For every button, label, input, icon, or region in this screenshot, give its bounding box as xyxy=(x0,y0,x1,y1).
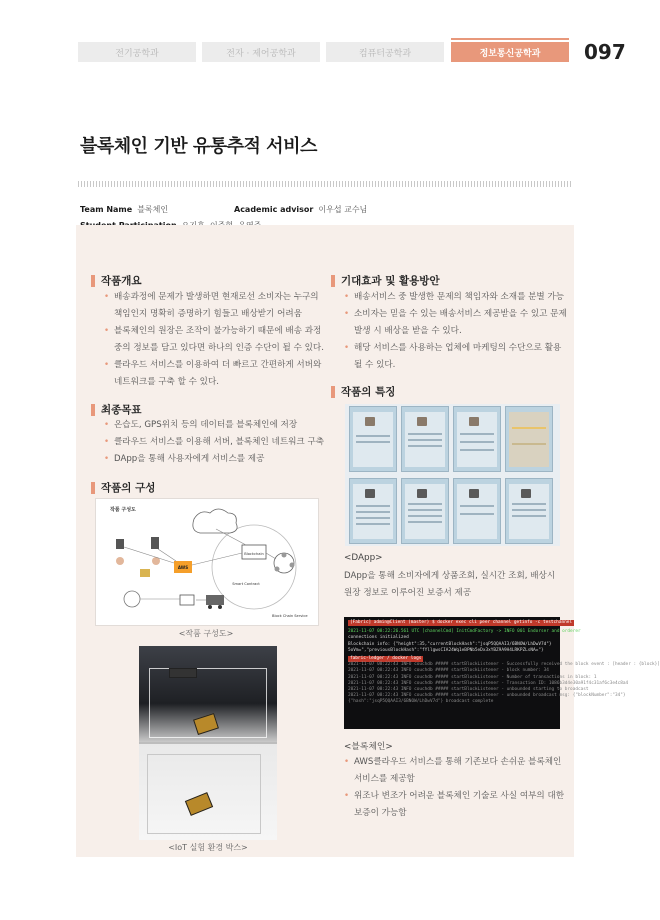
dapp-screen xyxy=(401,406,449,472)
list-item-continuation: 책임인지 명확히 증명하기 힘들고 배상받기 어려움 xyxy=(114,309,302,319)
advisor-label: Academic advisor xyxy=(234,205,314,214)
terminal-line: 2021-11-07 08:22:43 INFO couchdb ##### startBlockListener - Transaction ID: 1086b3d4e30a91f4c31af6c3e4c8a4 xyxy=(348,680,629,686)
list-item: • DApp을 통해 사용자에게 서비스를 제공 xyxy=(104,451,334,468)
tab-information-communication-eng[interactable]: 정보통신공학과 xyxy=(451,42,569,62)
architecture-diagram xyxy=(95,498,319,626)
heading-bar xyxy=(91,482,95,494)
diagram-label-aws: AWS xyxy=(177,565,189,570)
terminal-line: 2021-11-07 08:22:43 INFO couchdb ##### startBlockListener - unbounded starting to broadcast xyxy=(348,687,589,693)
terminal-line: {"hash":"jsqP5QQAAI3/6BNOW/LhDwV7d"} broadcast complete xyxy=(348,699,494,705)
list-item: • 온습도, GPS위치 등의 데이터를 블록체인에 저장 xyxy=(104,417,334,434)
section-heading-structure xyxy=(91,480,155,495)
list-item: • 클라우드 서비스를 이용하여 더 빠르고 간편하게 서버와 xyxy=(104,357,334,374)
team-name-value: 블록체인 xyxy=(137,205,169,214)
dapp-screen xyxy=(453,406,501,472)
list-item-continuation: 중의 정보를 담고 있다면 하나의 인증 수단이 될 수 있다. xyxy=(114,343,324,353)
terminal-command: [Fabric] admin@Client (master) $ docker exec cli peer channel getinfo -c testchannel xyxy=(350,620,573,625)
dapp-screen xyxy=(349,406,397,472)
dapp-map-screen xyxy=(505,406,553,472)
list-item: • 위조나 변조가 어려운 블록체인 기술로 사실 여부의 대한 xyxy=(344,788,569,805)
heading-text: 기대효과 및 활용방안 xyxy=(341,275,440,287)
list-item: • 클라우드 서비스를 이용해 서버, 블록체인 네트워크 구축 xyxy=(104,434,334,451)
diagram-label-service: Block Chain Service xyxy=(272,614,308,618)
list-item: • 배송과정에 문제가 발생하면 현재로선 소비자는 누구의 xyxy=(104,289,334,306)
architecture-diagram-svg xyxy=(96,499,318,625)
terminal-line xyxy=(344,620,573,626)
blockchain-list xyxy=(344,754,569,822)
diagram-label-smart-contract: Smart Contract xyxy=(232,582,260,586)
terminal-line: 2021-11-07 08:22:43 INFO couchdb ##### startBlockListener - unbounded broadcast msg: {"blockNumber":"34"} xyxy=(348,693,626,699)
cloud-icon xyxy=(193,509,237,533)
heading-text: 작품의 구성 xyxy=(101,482,156,494)
overview-list xyxy=(104,289,334,391)
terminal-line: 2021-11-07 08:22:26.561 UTC [channelCmd] InitCmdFactory -> INFO 001 Endorser and orderer xyxy=(348,629,581,635)
heading-text: 작품의 특징 xyxy=(341,386,396,398)
heading-bar xyxy=(91,404,95,416)
heading-bar xyxy=(331,386,335,398)
list-item: • 블록체인의 원장은 조작이 불가능하기 때문에 배송 과정 xyxy=(104,323,334,340)
dapp-title: <DApp> xyxy=(344,553,383,563)
tab-electronic-control-eng[interactable]: 전자 · 제어공학과 xyxy=(202,42,320,62)
list-item-continuation: 서비스를 제공함 xyxy=(354,774,415,784)
list-item-continuation: 발생 시 배상을 받을 수 있다. xyxy=(354,326,462,336)
terminal-line: 2021-11-07 08:22:43 INFO couchdb ##### startBlockListener - block number: 34 xyxy=(348,668,549,674)
list-item: • 소비자는 믿을 수 있는 배송서비스 제공받을 수 있고 문제 xyxy=(344,306,569,323)
team-name-label: Team Name xyxy=(80,205,133,214)
dapp-text-line: DApp을 통해 소비자에게 상품조회, 실시간 조회, 배상시 xyxy=(344,571,556,581)
section-heading-effects xyxy=(331,273,440,288)
terminal-screenshot xyxy=(344,617,660,729)
heading-text: 작품개요 xyxy=(101,275,142,287)
dapp-screenshots xyxy=(345,404,560,546)
section-heading-goal xyxy=(91,402,142,417)
list-item: • 배송서비스 중 발생한 문제의 책임자와 소재를 분별 가능 xyxy=(344,289,569,306)
section-heading-features xyxy=(331,384,395,399)
blockchain-title: <블록체인> xyxy=(344,742,393,752)
list-item-continuation: 보증이 가능함 xyxy=(354,808,407,818)
terminal-log-tag: fabric-ledger / docker logs xyxy=(350,656,422,662)
dapp-description xyxy=(344,568,569,602)
list-item-continuation: 될 수 있다. xyxy=(354,360,396,370)
list-item: • AWS클라우드 서비스를 통해 기존보다 손쉬운 블록체인 xyxy=(344,754,569,771)
iot-test-box-photo xyxy=(139,646,277,838)
list-item: • 해당 서비스를 사용하는 업체에 마케팅의 수단으로 활용 xyxy=(344,340,569,357)
effects-list xyxy=(344,289,569,374)
diagram-title: 작품 구성도 xyxy=(110,507,136,513)
diagram-caption: <작품 구성도> xyxy=(178,629,234,638)
heading-bar xyxy=(331,275,335,287)
terminal-line: 2021-11-07 08:22:43 INFO couchdb ##### startBlockListener - Successfully received the block event : [header : {block}] xyxy=(348,662,660,668)
academic-advisor xyxy=(234,204,367,215)
terminal-line: connections initialized xyxy=(348,635,409,641)
dapp-screen xyxy=(505,478,553,544)
terminal-line: Blockchain info: {"height":35,"currentBlockHash":"jsqP5QQAAI3/6BNOW/LhDwV7d"} xyxy=(348,641,552,647)
dapp-screen xyxy=(401,478,449,544)
goal-list xyxy=(104,417,334,468)
dapp-screen xyxy=(453,478,501,544)
team-name xyxy=(80,204,168,215)
section-heading-overview xyxy=(91,273,142,288)
photo-caption: <IoT 실험 환경 박스> xyxy=(168,843,248,852)
tab-computer-eng[interactable]: 컴퓨터공학과 xyxy=(326,42,444,62)
tab-electrical-eng[interactable]: 전기공학과 xyxy=(78,42,196,62)
divider xyxy=(78,181,572,187)
page-title: 블록체인 기반 유통추적 서비스 xyxy=(80,136,317,157)
heading-bar xyxy=(91,275,95,287)
terminal-line: 5oVm=","previousBlockHash":"fYllgwsCIA24Wq1eBPNb5eDx3xYBZ9A9H4LRKPZLsNA="} xyxy=(348,647,544,653)
dapp-text-line: 원장 정보로 이루어진 보증서 제공 xyxy=(344,588,472,598)
page-number: 097 xyxy=(584,40,626,64)
list-item-continuation: 네트워크를 구축 할 수 있다. xyxy=(114,377,219,387)
terminal-line: 2021-11-07 08:22:43 INFO couchdb ##### startBlockListener - Number of transactions in block: 1 xyxy=(348,674,597,680)
dapp-screen xyxy=(349,478,397,544)
diagram-label-blockchain: Blockchain xyxy=(244,552,264,556)
heading-text: 최종목표 xyxy=(101,404,142,416)
advisor-value: 이우섭 교수님 xyxy=(318,205,368,214)
